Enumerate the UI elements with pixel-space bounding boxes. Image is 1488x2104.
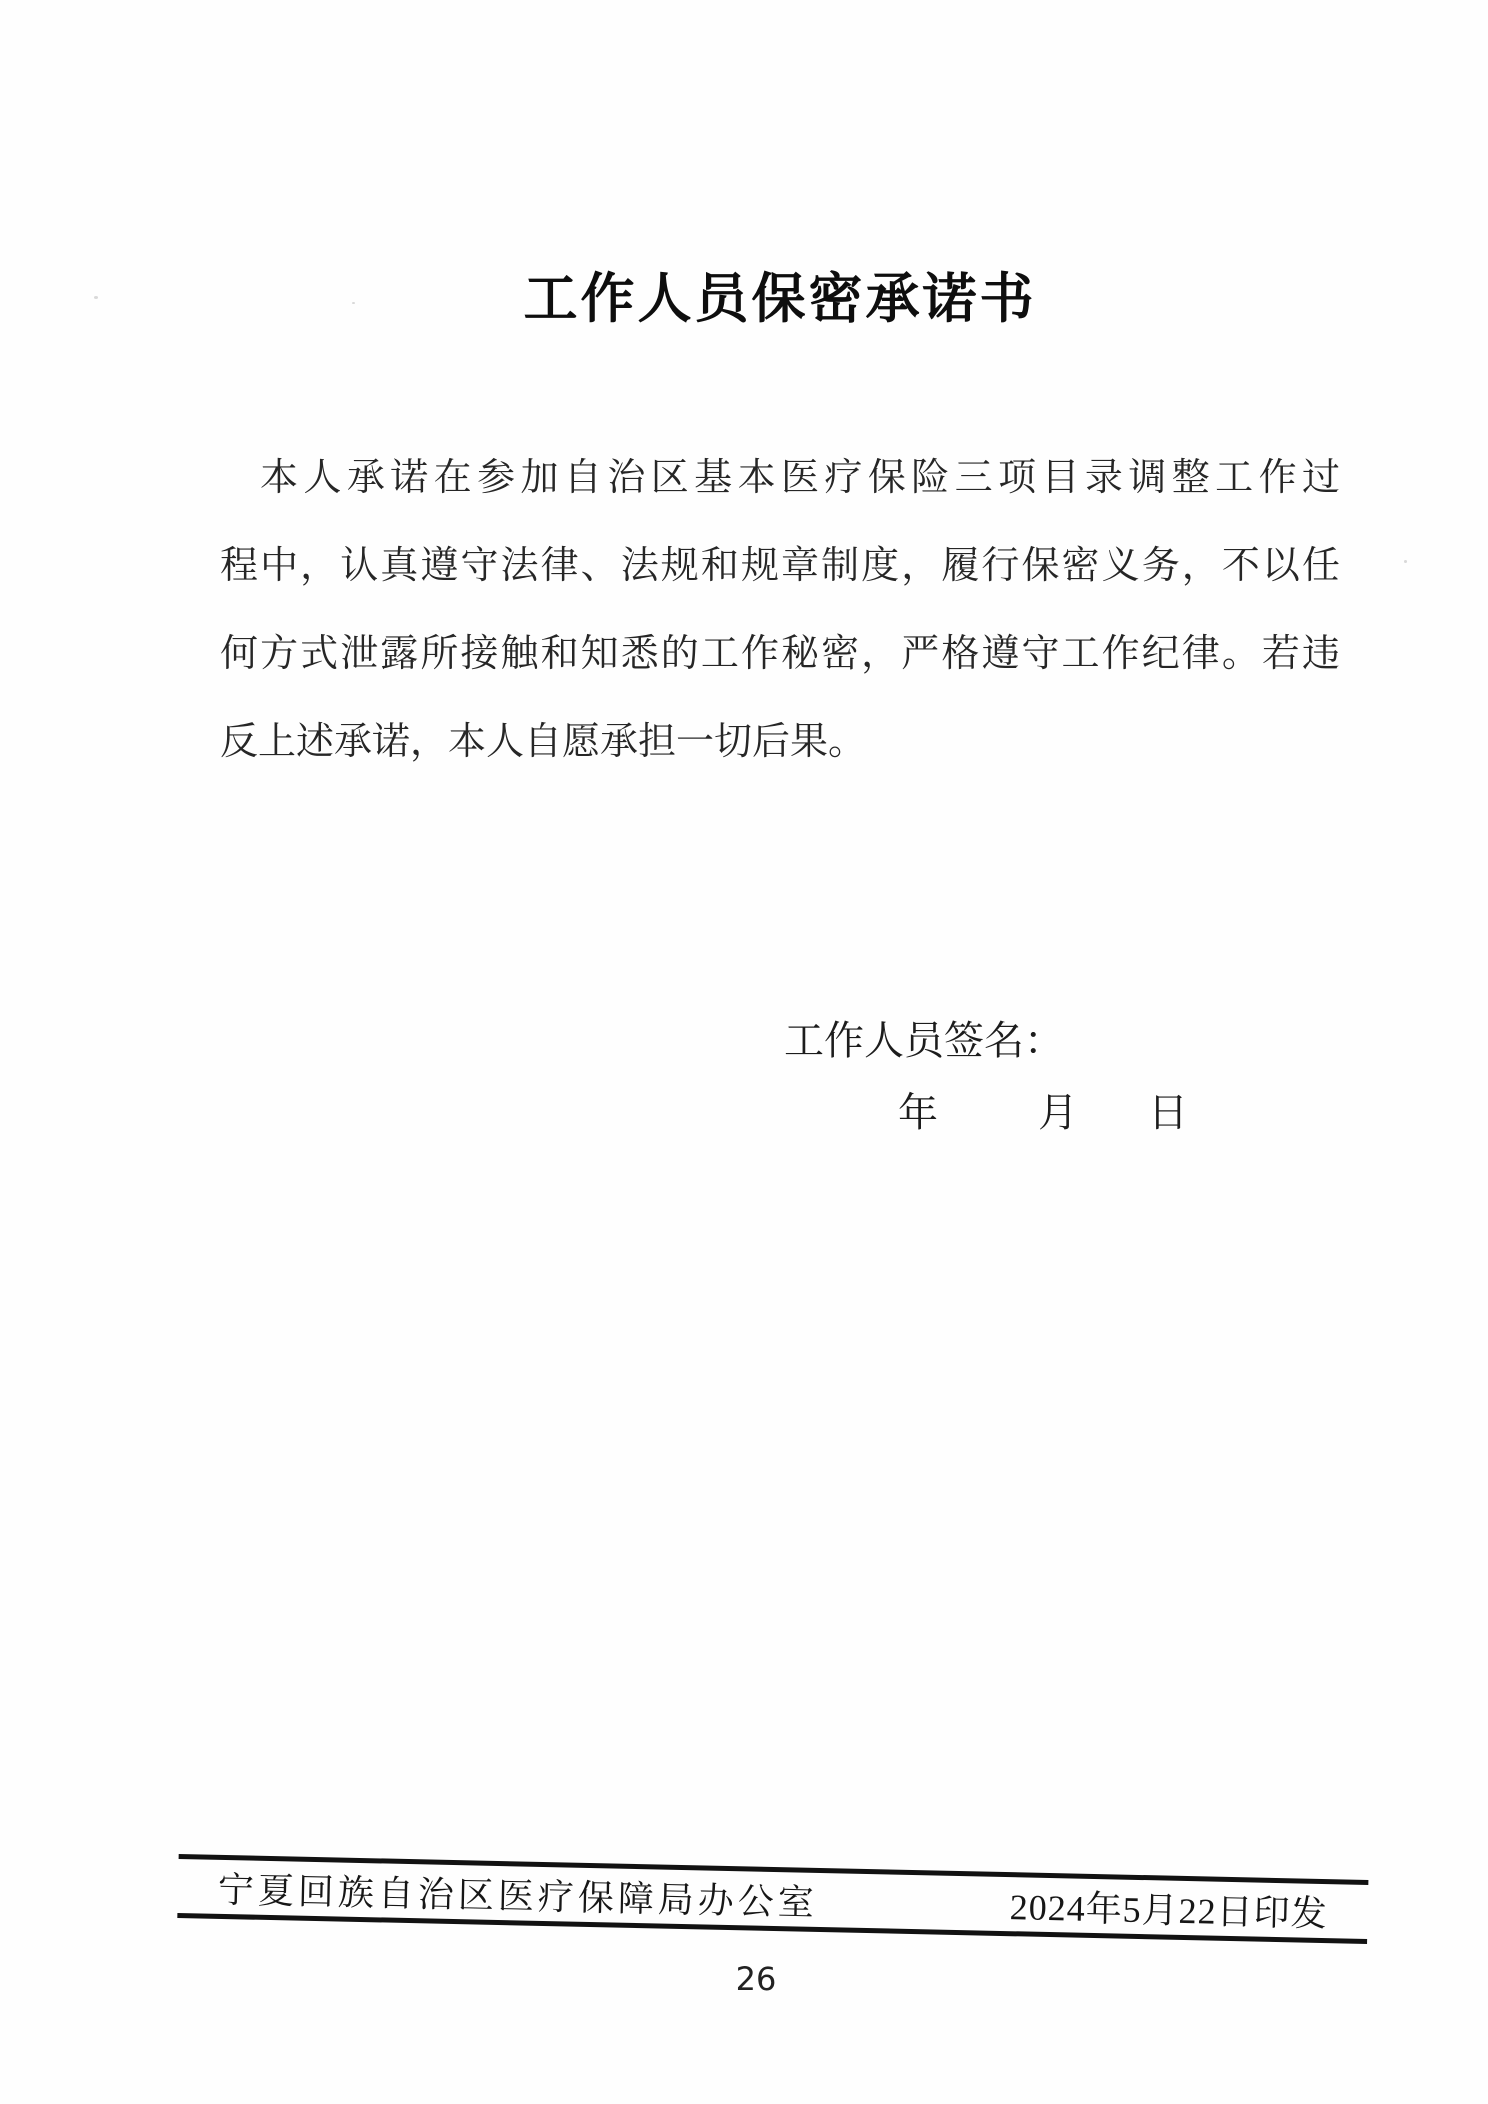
body-line-1: 本人承诺在参加自治区基本医疗保险三项目录调整工作过 [260,457,1340,499]
scan-speck [1404,560,1407,563]
scan-speck [94,296,98,299]
document-title: 工作人员保密承诺书 [523,269,1037,329]
body-line-3: 何方式泄露所接触和知悉的工作秘密，严格遵守工作纪律。若违 [220,633,1340,675]
print-date: 2024年5月22日印发 [1009,1886,1329,1934]
scan-speck [352,302,355,304]
signature-label: 工作人员签名： [784,1018,1064,1063]
issuing-office: 宁夏回族自治区医疗保障局办公室 [217,1869,819,1923]
body-line-2: 程中，认真遵守法律、法规和规章制度，履行保密义务，不以任 [220,545,1340,587]
signature-date-line [898,1090,1188,1136]
page-number: 26 [735,1960,777,1998]
body-line-4: 反上述承诺，本人自愿承担一切后果。 [220,721,867,763]
year-label: 年 [898,1090,938,1135]
month-label: 月 [1038,1090,1078,1135]
footer-colophon [177,1854,1368,1944]
body-paragraph [220,434,1340,786]
day-label: 日 [1148,1090,1188,1135]
